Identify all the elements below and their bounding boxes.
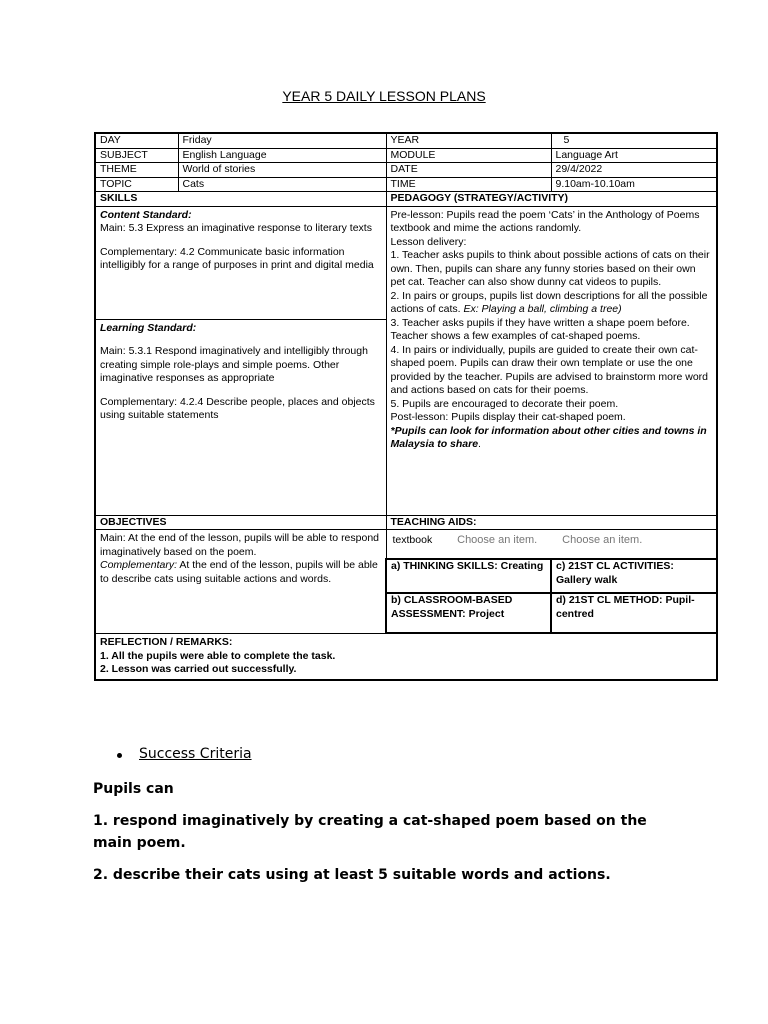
objectives-heading: OBJECTIVES bbox=[95, 515, 386, 530]
teaching-aid-dropdown-2[interactable]: Choose an item. bbox=[562, 534, 643, 546]
step-2-example: Ex: Playing a ball, climbing a tree) bbox=[463, 303, 622, 315]
content-standard-block bbox=[96, 207, 386, 320]
row-day bbox=[95, 133, 717, 148]
subject-label: SUBJECT bbox=[95, 148, 178, 163]
objective-complementary-label: Complementary: bbox=[100, 559, 178, 571]
step-4: 4. In pairs or individually, pupils are guided to create their own cat-shaped poem. Pupils can draw their own template or use the one provided by the teacher. Pupils are advised to brainstorm more word and actions based on cats for their poems. bbox=[390, 343, 708, 396]
success-item-1: 1. respond imaginatively by creating a cat-shaped poem based on the main poem. bbox=[93, 813, 647, 851]
row-objectives-header bbox=[95, 515, 717, 530]
objective-complementary-block bbox=[100, 559, 381, 586]
time-value: 9.10am-10.10am bbox=[551, 177, 717, 192]
step-2-block bbox=[391, 290, 713, 317]
teaching-aid-dropdown-1[interactable]: Choose an item. bbox=[457, 534, 538, 546]
step-3: 3. Teacher asks pupils if they have written a shape poem before. Teacher shows a few examples of cat-shaped poems. bbox=[390, 316, 690, 342]
row-subject bbox=[95, 148, 717, 163]
page-title: YEAR 5 DAILY LESSON PLANS bbox=[282, 88, 486, 104]
step-1: 1. Teacher asks pupils to think about possible actions of cats on their own. Then, pupils can share any funny stories based on their own pet cat. Teacher can also show dunny cat videos to pupils. bbox=[390, 249, 710, 288]
year-value: 5 bbox=[551, 133, 717, 148]
pedagogy-cell bbox=[386, 206, 717, 515]
post-lesson: Post-lesson: Pupils display their cat-shaped poem. bbox=[390, 411, 626, 423]
reflection-cell bbox=[95, 633, 717, 680]
teaching-aids-cell bbox=[386, 530, 717, 560]
subject-value: English Language bbox=[178, 148, 386, 163]
reflection-line-1: 1. All the pupils were able to complete the task. bbox=[100, 649, 336, 662]
year-label: YEAR bbox=[386, 133, 551, 148]
classroom-assessment: b) CLASSROOM-BASED ASSESSMENT: Project bbox=[386, 593, 551, 633]
learning-standard-main: Main: 5.3.1 Respond imaginatively and intelligibly through creating simple role-plays and simple poems. Other imaginative responses as appropriate bbox=[100, 345, 368, 384]
row-objectives-body bbox=[95, 530, 717, 560]
pedagogy-note: *Pupils can look for information about other cities and towns in Malaysia to share bbox=[390, 424, 707, 450]
theme-label: THEME bbox=[95, 163, 178, 178]
pedagogy-heading: PEDAGOGY (STRATEGY/ACTIVITY) bbox=[386, 192, 717, 207]
step-5: 5. Pupils are encouraged to decorate their poem. bbox=[390, 397, 619, 410]
reflection-line-2: 2. Lesson was carried out successfully. bbox=[100, 663, 297, 675]
module-label: MODULE bbox=[386, 148, 551, 163]
thinking-skills: a) THINKING SKILLS: Creating bbox=[386, 559, 551, 593]
topic-label: TOPIC bbox=[95, 177, 178, 192]
bullet-icon bbox=[117, 753, 122, 758]
row-skills-header bbox=[95, 192, 717, 207]
note-end: . bbox=[478, 438, 481, 450]
day-value: Friday bbox=[178, 133, 386, 148]
teaching-aids-heading: TEACHING AIDS: bbox=[386, 515, 717, 530]
learning-standard-block bbox=[96, 319, 386, 425]
skills-heading: SKILLS bbox=[95, 192, 386, 207]
lesson-delivery-label: Lesson delivery: bbox=[390, 235, 467, 248]
reflection-heading: REFLECTION / REMARKS: bbox=[100, 636, 233, 648]
content-standard-label: Content Standard: bbox=[100, 208, 192, 221]
pre-lesson: Pre-lesson: Pupils read the poem ‘Cats’ in the Anthology of Poems textbook and mime the actions randomly. bbox=[390, 208, 700, 234]
skills-cell bbox=[95, 206, 386, 515]
lesson-plan-table bbox=[94, 132, 718, 681]
row-reflection bbox=[95, 633, 717, 680]
objective-main: Main: At the end of the lesson, pupils will be able to respond imaginatively based on the poem. bbox=[100, 532, 380, 558]
row-skills-body bbox=[95, 206, 717, 515]
row-topic bbox=[95, 177, 717, 192]
teaching-aid-textbook: textbook bbox=[392, 534, 433, 546]
step-2: 2. In pairs or groups, pupils list down descriptions for all the possible actions of cats. bbox=[390, 289, 708, 315]
skills-inner bbox=[96, 207, 386, 425]
note-block bbox=[391, 425, 713, 452]
objective-complementary: At the end of the lesson, pupils will be able to describe cats using suitable actions and words. bbox=[100, 559, 378, 585]
time-label: TIME bbox=[386, 177, 551, 192]
day-label: DAY bbox=[95, 133, 178, 148]
success-item-2: 2. describe their cats using at least 5 suitable words and actions. bbox=[93, 867, 611, 883]
cl-activities: c) 21ST CL ACTIVITIES: Gallery walk bbox=[551, 559, 717, 593]
success-criteria-heading: Success Criteria bbox=[139, 746, 252, 762]
theme-value: World of stories bbox=[178, 163, 386, 178]
content-standard-complementary: Complementary: 4.2 Communicate basic information intelligibly for a range of purposes in print and digital media bbox=[100, 245, 374, 271]
objectives-cell bbox=[95, 530, 386, 634]
topic-value: Cats bbox=[178, 177, 386, 192]
content-standard-main: Main: 5.3 Express an imaginative response to literary texts bbox=[100, 222, 372, 234]
learning-standard-complementary: Complementary: 4.2.4 Describe people, places and objects using suitable statements bbox=[100, 395, 375, 421]
success-intro: Pupils can bbox=[93, 781, 174, 797]
date-label: DATE bbox=[386, 163, 551, 178]
row-theme bbox=[95, 163, 717, 178]
date-value: 29/4/2022 bbox=[551, 163, 717, 178]
module-value: Language Art bbox=[551, 148, 717, 163]
cl-method: d) 21ST CL METHOD: Pupil-centred bbox=[551, 593, 717, 633]
learning-standard-label: Learning Standard: bbox=[100, 321, 197, 334]
